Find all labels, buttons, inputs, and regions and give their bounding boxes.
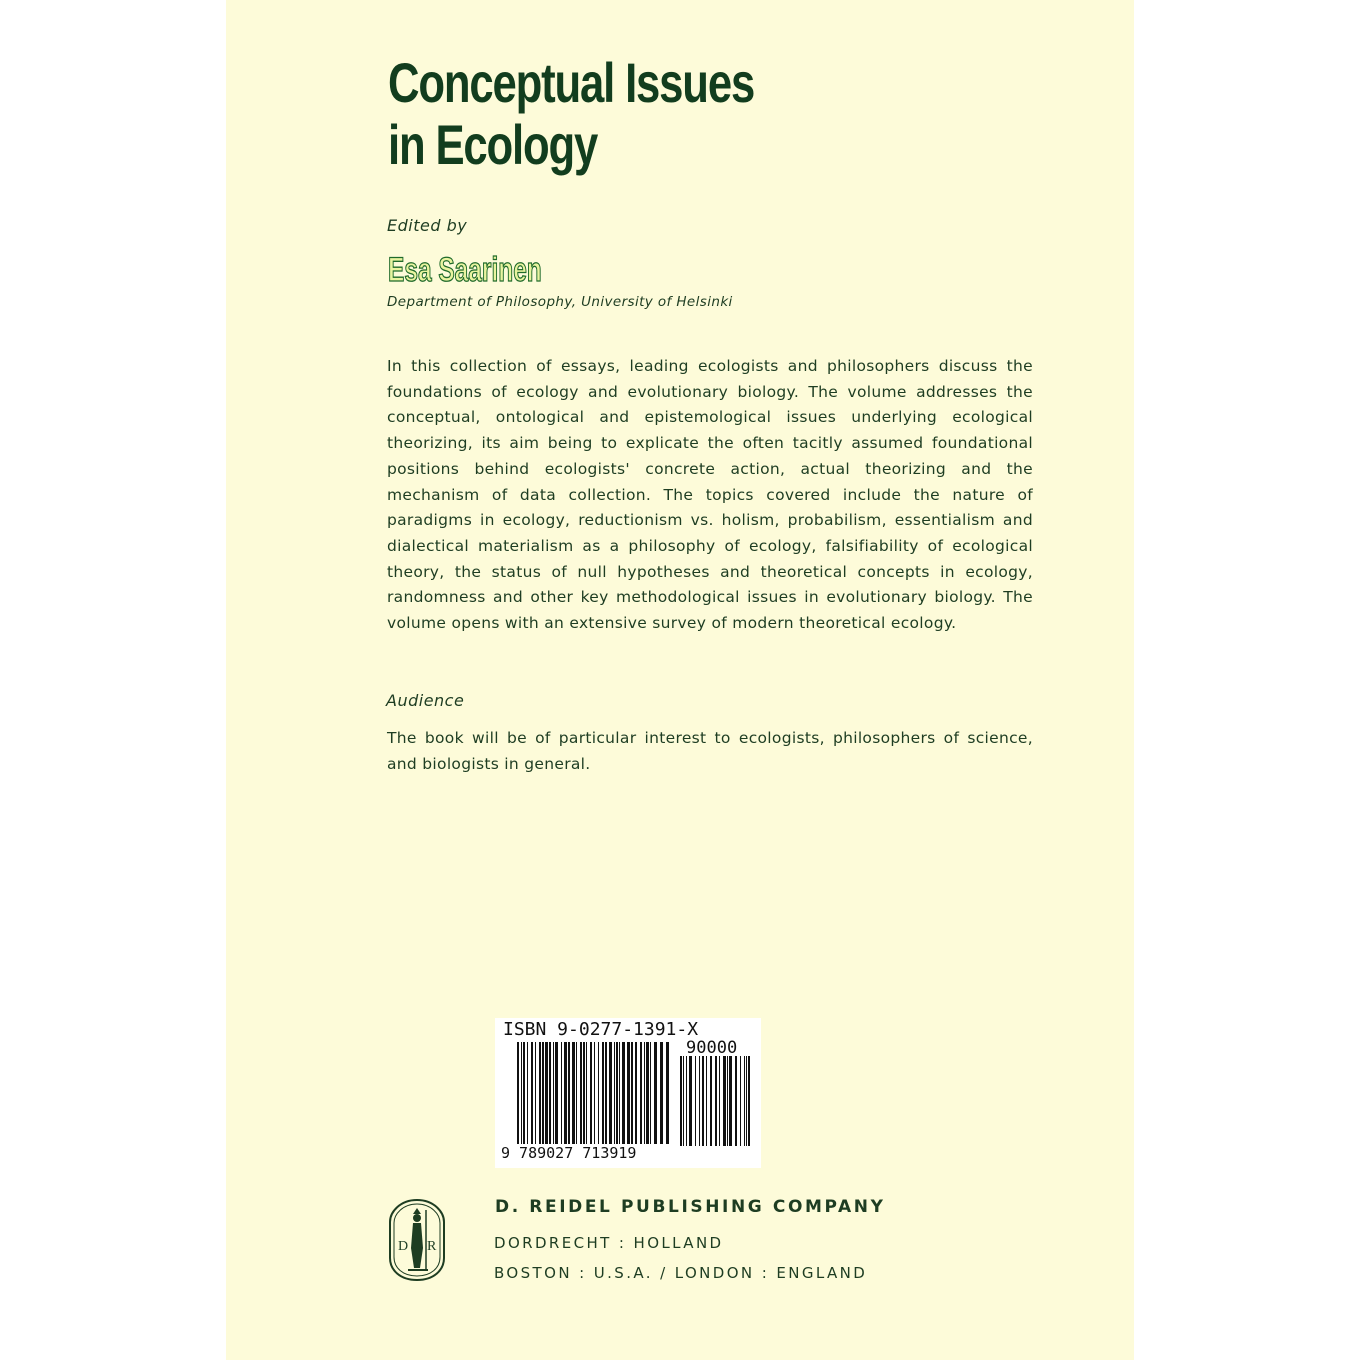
publisher-name: D. REIDEL PUBLISHING COMPANY bbox=[495, 1197, 886, 1217]
book-title bbox=[388, 52, 754, 176]
barcode-addon-number: 90000 bbox=[686, 1038, 738, 1058]
book-description: In this collection of essays, leading ecologists and philosophers discuss the foundations of ecology and evolutionary biology. The volume addresses the conceptual, ontological and epistemological issues underlying ecological theorizing, its aim being to explicate the often tacitly assumed foundational positions behind ecologists' concrete action, actual theorizing and the mechanism of data collection. The topics covered include the nature of paradigms in ecology, reductionism vs. holism, probabilism, essentialism and dialectical materialism as a philosophy of ecology, falsifiability of ecological theory, the status of null hypotheses and theoretical concepts in ecology, randomness and other key methodological issues in evolutionary biology. The volume opens with an extensive survey of modern theoretical ecology. bbox=[387, 357, 1033, 633]
publisher-location-2: BOSTON : U.S.A. / LONDON : ENGLAND bbox=[494, 1264, 868, 1282]
barcode-block bbox=[495, 1018, 761, 1168]
audience-heading: Audience bbox=[386, 691, 465, 710]
isbn-number: ISBN 9-0277-1391-X bbox=[503, 1019, 699, 1040]
logo-letter-d: D bbox=[398, 1239, 409, 1254]
audience-text: The book will be of particular interest to ecologists, philosophers of science, and biologists in general. bbox=[387, 729, 1033, 773]
logo-letter-r: R bbox=[427, 1239, 437, 1254]
title-line-2: in Ecology bbox=[388, 113, 598, 176]
ean-digits: 9 789027 713919 bbox=[501, 1144, 637, 1162]
title-line-1: Conceptual Issues bbox=[388, 51, 755, 114]
edited-by-label: Edited by bbox=[387, 216, 468, 235]
editor-name: Esa Saarinen bbox=[388, 251, 542, 289]
publisher-location-1: DORDRECHT : HOLLAND bbox=[494, 1234, 724, 1252]
editor-affiliation: Department of Philosophy, University of Helsinki bbox=[387, 294, 733, 310]
athena-figure-logo-icon bbox=[386, 1198, 448, 1282]
